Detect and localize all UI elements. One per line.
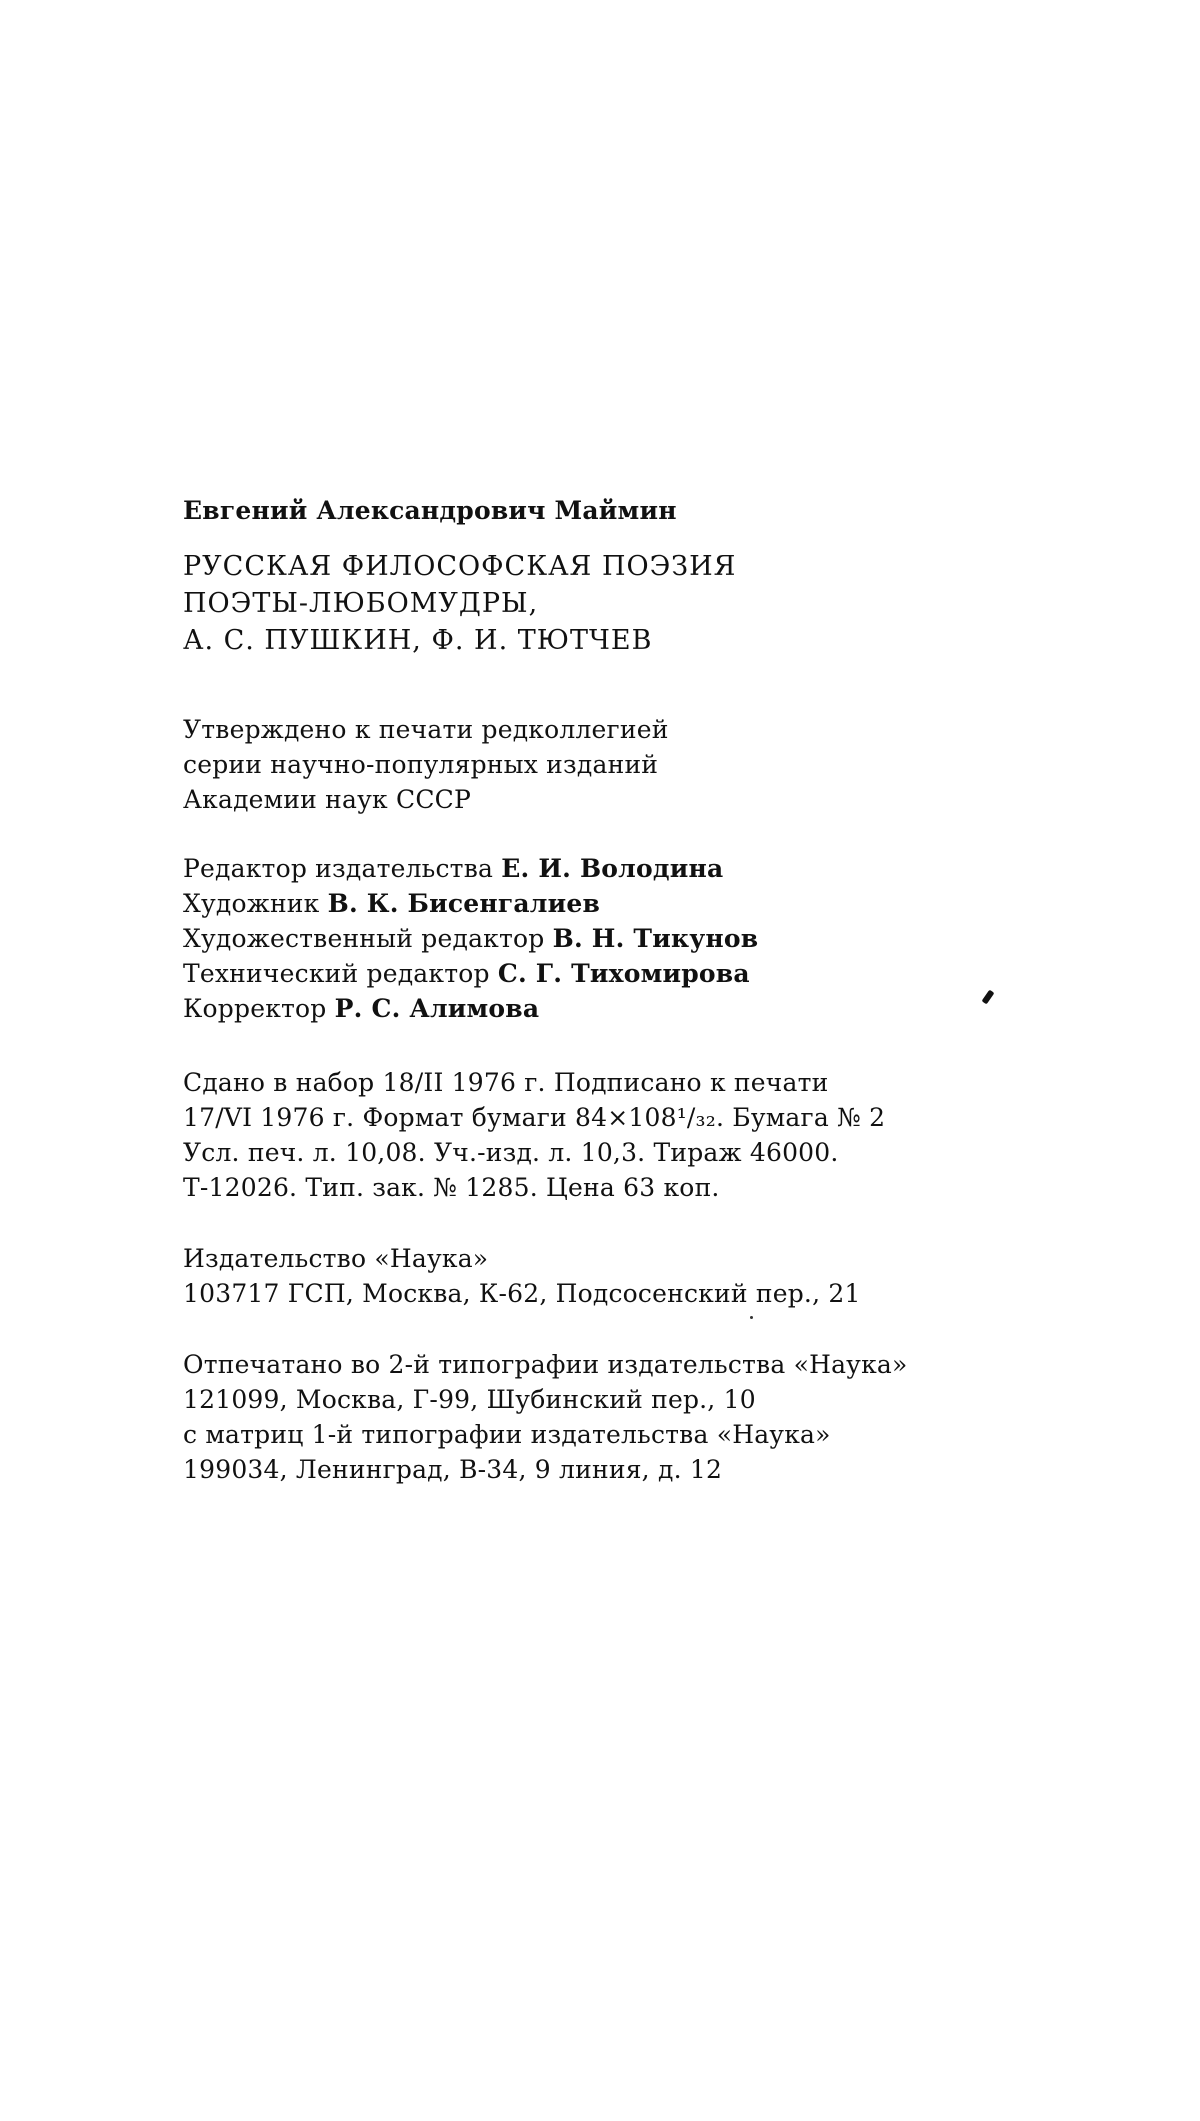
credit-role: Художник: [183, 889, 320, 918]
credit-person: В. К. Бисенгалиев: [327, 889, 601, 918]
credit-person: С. Г. Тихомирова: [497, 959, 750, 988]
publisher-info: [183, 1241, 1083, 1311]
credit-person: В. Н. Тикунов: [552, 924, 759, 953]
credit-role: Технический редактор: [183, 959, 490, 988]
printing-line: 17/VI 1976 г. Формат бумаги 84×108¹/₃₂. Бумага № 2: [183, 1103, 886, 1132]
typography-line: с матриц 1-й типографии издательства «Наука»: [183, 1420, 831, 1449]
author-name: Евгений Александрович Маймин: [183, 496, 677, 525]
publisher-line: Издательство «Наука»: [183, 1244, 489, 1273]
credit-role: Художественный редактор: [183, 924, 545, 953]
publisher-line: 103717 ГСП, Москва, К-62, Подсосенский пер., 21: [183, 1279, 861, 1308]
approval-line: Утверждено к печати редколлегией: [183, 715, 669, 744]
printing-line: Сдано в набор 18/II 1976 г. Подписано к печати: [183, 1068, 829, 1097]
title-line: А. С. ПУШКИН, Ф. И. ТЮТЧЕВ: [183, 625, 653, 656]
credit-line: [183, 956, 1083, 991]
approval-line: Академии наук СССР: [183, 785, 472, 814]
credit-role: Корректор: [183, 994, 327, 1023]
credit-person: Е. И. Володина: [501, 854, 724, 883]
printing-details: [183, 1065, 1083, 1205]
credit-line: [183, 991, 1083, 1026]
approval-line: серии научно-популярных изданий: [183, 750, 659, 779]
approval-note: [183, 712, 1083, 817]
ink-dot: [750, 1316, 753, 1319]
typography-line: 121099, Москва, Г-99, Шубинский пер., 10: [183, 1385, 756, 1414]
credits-list: [183, 851, 1083, 1026]
credit-person: Р. С. Алимова: [334, 994, 540, 1023]
credit-line: [183, 886, 1083, 921]
typography-info: [183, 1347, 1083, 1487]
credit-role: Редактор издательства: [183, 854, 494, 883]
title-line: РУССКАЯ ФИЛОСОФСКАЯ ПОЭЗИЯ: [183, 551, 737, 582]
credit-line: [183, 851, 1083, 886]
printing-line: Т-12026. Тип. зак. № 1285. Цена 63 коп.: [183, 1173, 720, 1202]
title-line: ПОЭТЫ-ЛЮБОМУДРЫ,: [183, 588, 539, 619]
printing-line: Усл. печ. л. 10,08. Уч.-изд. л. 10,3. Тираж 46000.: [183, 1138, 839, 1167]
typography-line: Отпечатано во 2-й типографии издательства «Наука»: [183, 1350, 908, 1379]
typography-line: 199034, Ленинград, В-34, 9 линия, д. 12: [183, 1455, 723, 1484]
credit-line: [183, 921, 1083, 956]
book-title: [183, 548, 1083, 659]
